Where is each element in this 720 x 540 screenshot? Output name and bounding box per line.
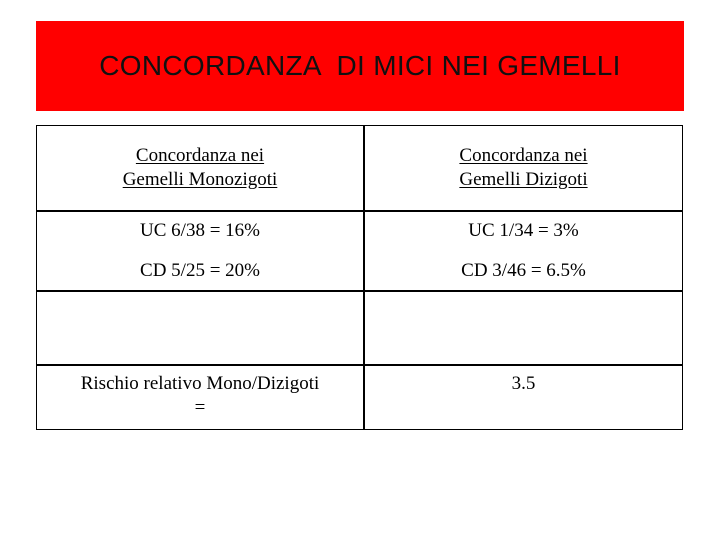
cell-empty-right — [365, 292, 682, 364]
cell-relative-risk-value: 3.5 — [511, 373, 536, 394]
cell-cd-dizygotic: CD 3/46 = 6.5% — [461, 260, 586, 282]
concordance-table — [36, 125, 683, 430]
cell-uc-monozygotic: UC 6/38 = 16% — [140, 220, 260, 242]
slide-title: CONCORDANZA DI MICI NEI GEMELLI — [99, 50, 621, 81]
header-dizygotic: Concordanza nei Gemelli Dizigoti — [459, 145, 588, 190]
cell-empty-left — [37, 292, 363, 364]
cell-cd-monozygotic: CD 5/25 = 20% — [140, 260, 260, 282]
header-monozygotic: Concordanza nei Gemelli Monozigoti — [122, 145, 278, 190]
cell-relative-risk-label: Rischio relativo Mono/Dizigoti = — [80, 373, 320, 418]
cell-uc-dizygotic: UC 1/34 = 3% — [468, 220, 579, 242]
title-banner — [36, 21, 684, 111]
